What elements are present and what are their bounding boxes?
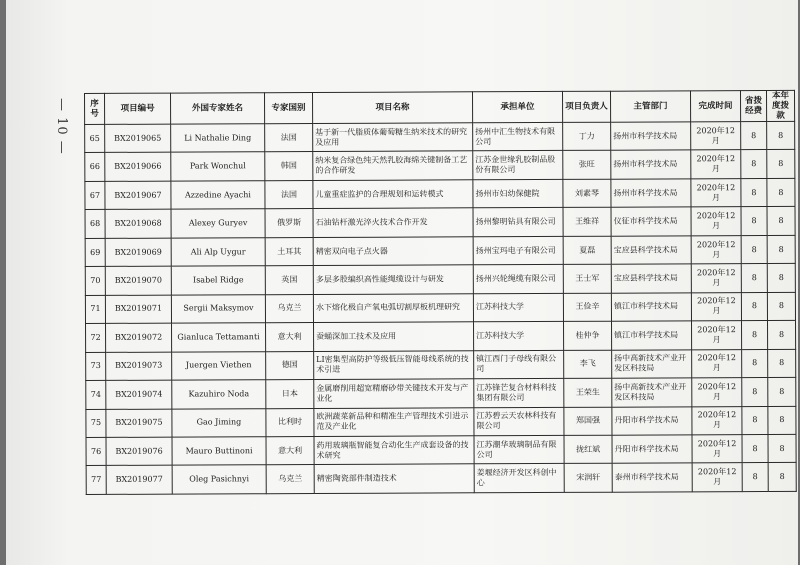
cell-department: 镇江市科学技术局 <box>611 293 691 322</box>
cell-project-code: BX2019073 <box>106 352 172 381</box>
cell-leader: 王士军 <box>563 264 611 293</box>
cell-provincial-funds: 8 <box>741 122 767 151</box>
cell-provincial-funds: 8 <box>742 435 768 464</box>
cell-index: 66 <box>85 153 105 182</box>
cell-expert-name: Isabel Ridge <box>171 266 265 295</box>
cell-project-name: 石油钻杆激光淬火技术合作开发 <box>313 208 473 237</box>
cell-department: 宝应县科学技术局 <box>611 264 691 293</box>
cell-organization: 江苏科技大学 <box>474 322 564 351</box>
cell-index: 70 <box>85 267 105 296</box>
cell-leader: 丁力 <box>563 122 611 151</box>
cell-organization: 扬州黎明钻具有限公司 <box>473 208 563 237</box>
cell-project-code: BX2019068 <box>105 209 171 238</box>
cell-organization: 镇江西门子母线有限公司 <box>474 350 564 379</box>
table-row <box>85 121 795 153</box>
cell-expert-name: Alexey Guryev <box>171 209 265 238</box>
cell-annual-grant: 8 <box>767 292 795 321</box>
cell-organization: 江苏锋芒复合材料科技集团有限公司 <box>474 378 564 407</box>
cell-country: 德国 <box>266 351 314 380</box>
cell-index: 68 <box>85 210 105 239</box>
cell-organization: 扬州中汇生物技术有限公司 <box>473 122 563 151</box>
cell-provincial-funds: 8 <box>741 207 767 236</box>
cell-project-name: 儿童重症监护的合理规划和运转模式 <box>313 180 473 209</box>
cell-provincial-funds: 8 <box>742 378 768 407</box>
header-organization: 承担单位 <box>472 91 562 122</box>
cell-index: 72 <box>86 324 106 353</box>
cell-leader: 王荣生 <box>564 378 612 407</box>
cell-leader: 拢红斌 <box>564 435 612 464</box>
cell-completion: 2020年12月 <box>692 378 742 407</box>
cell-project-name: 欧洲蔬菜新品种和精准生产管理技术引进示范及产业化 <box>314 407 474 436</box>
cell-provincial-funds: 8 <box>741 264 767 293</box>
cell-completion: 2020年12月 <box>691 235 741 264</box>
cell-annual-grant: 8 <box>767 178 795 207</box>
cell-expert-name: Juergen Viethen <box>172 351 266 380</box>
cell-annual-grant: 8 <box>768 434 796 463</box>
cell-project-name: 多层多股编织高性能绳缆设计与研发 <box>313 265 473 294</box>
cell-organization: 扬州市妇幼保健院 <box>473 179 563 208</box>
header-country: 专家国别 <box>265 93 313 124</box>
cell-expert-name: Gao Jiming <box>172 408 266 437</box>
cell-annual-grant: 8 <box>768 406 796 435</box>
table-row <box>85 150 795 182</box>
cell-leader: 李飞 <box>564 350 612 379</box>
cell-completion: 2020年12月 <box>692 321 742 350</box>
cell-organization: 扬州兴轮绳缆有限公司 <box>473 265 563 294</box>
cell-organization: 江苏科技大学 <box>473 293 563 322</box>
cell-department: 丹阳市科学技术局 <box>612 406 692 435</box>
cell-project-name: 药用玻璃瓶智能复合动化生产成套设备的技术研究 <box>314 436 474 465</box>
cell-expert-name: Sergii Maksymov <box>171 294 265 323</box>
cell-expert-name: Kazuhiro Noda <box>172 380 266 409</box>
table-row <box>86 349 796 381</box>
cell-provincial-funds: 8 <box>741 292 767 321</box>
cell-department: 扬中高新技术产业开发区科技局 <box>612 378 692 407</box>
header-project-name: 项目名称 <box>313 92 473 124</box>
cell-provincial-funds: 8 <box>742 406 768 435</box>
cell-index: 67 <box>85 181 105 210</box>
cell-expert-name: Azzedine Ayachi <box>171 181 265 210</box>
cell-country: 法国 <box>265 124 313 153</box>
cell-project-name: 水下熔化极自产氧电弧切割厚板机理研究 <box>313 294 473 323</box>
cell-country: 法国 <box>265 180 313 209</box>
cell-department: 扬州市科学技术局 <box>611 122 691 151</box>
table-row <box>85 292 795 324</box>
header-leader: 项目负责人 <box>562 91 610 122</box>
cell-department: 仪征市科学技术局 <box>611 207 691 236</box>
cell-country: 俄罗斯 <box>265 209 313 238</box>
cell-country: 韩国 <box>265 152 313 181</box>
cell-leader: 王维祥 <box>563 208 611 237</box>
cell-project-name: 金属磨削用超宽精磨砂带关键技术开发与产业化 <box>314 379 474 408</box>
cell-index: 73 <box>86 352 106 381</box>
cell-project-name: 精密双向电子点火器 <box>313 237 473 266</box>
cell-project-code: BX2019071 <box>105 295 171 324</box>
header-annual-grant: 本年度拨款 <box>766 90 794 121</box>
scanned-page <box>6 0 798 565</box>
cell-leader: 王俭辛 <box>563 293 611 322</box>
cell-project-name: 蚕蛹深加工技术及应用 <box>314 322 474 351</box>
cell-project-code: BX2019065 <box>105 124 171 153</box>
cell-index: 76 <box>86 437 106 466</box>
cell-organization: 扬州宝玛电子有限公司 <box>473 236 563 265</box>
header-completion: 完成时间 <box>690 91 740 122</box>
header-provincial-funds: 省拨经费 <box>740 91 766 122</box>
cell-annual-grant: 8 <box>768 321 796 350</box>
cell-project-code: BX2019076 <box>106 437 172 466</box>
cell-index: 69 <box>85 238 105 267</box>
cell-index: 75 <box>86 409 106 438</box>
cell-department: 扬中高新技术产业开发区科技局 <box>612 349 692 378</box>
cell-provincial-funds: 8 <box>741 235 767 264</box>
cell-annual-grant: 8 <box>767 235 795 264</box>
cell-expert-name: Oleg Pasichnyi <box>172 465 266 494</box>
cell-completion: 2020年12月 <box>692 435 742 464</box>
table-row <box>85 207 795 239</box>
cell-leader: 刘素琴 <box>563 179 611 208</box>
table-header-row <box>85 90 795 124</box>
cell-country: 比利时 <box>266 408 314 437</box>
cell-completion: 2020年12月 <box>692 349 742 378</box>
header-expert-name: 外国专家姓名 <box>171 93 265 124</box>
cell-country: 英国 <box>265 266 313 295</box>
cell-leader: 张旺 <box>563 151 611 180</box>
cell-expert-name: Park Wonchul <box>171 152 265 181</box>
cell-completion: 2020年12月 <box>692 406 742 435</box>
cell-country: 乌克兰 <box>265 294 313 323</box>
cell-provincial-funds: 8 <box>741 150 767 179</box>
cell-country: 意大利 <box>266 323 314 352</box>
cell-completion: 2020年12月 <box>691 264 741 293</box>
cell-project-name: 精密陶瓷部件制造技术 <box>314 464 474 493</box>
cell-annual-grant: 8 <box>767 150 795 179</box>
header-index: 序号 <box>85 93 105 124</box>
table-row <box>86 377 796 409</box>
cell-completion: 2020年12月 <box>691 207 741 236</box>
cell-department: 镇江市科学技术局 <box>612 321 692 350</box>
project-table <box>84 90 797 495</box>
cell-department: 丹阳市科学技术局 <box>612 435 692 464</box>
cell-country: 意大利 <box>266 436 314 465</box>
cell-country: 日本 <box>266 380 314 409</box>
cell-index: 77 <box>86 466 106 495</box>
cell-country: 土耳其 <box>265 237 313 266</box>
cell-provincial-funds: 8 <box>742 349 768 378</box>
cell-project-code: BX2019066 <box>105 153 171 182</box>
cell-project-name: 纳米复合绿色纯天然乳胶海绵关键制备工艺的合作研发 <box>313 151 473 180</box>
cell-project-code: BX2019069 <box>105 238 171 267</box>
cell-leader: 郑国强 <box>564 407 612 436</box>
cell-project-name: LI密集型高防护等级低压智能母线系统的技术引进 <box>314 350 474 379</box>
table-row <box>86 434 796 466</box>
cell-department: 扬州市科学技术局 <box>611 150 691 179</box>
cell-annual-grant: 8 <box>767 121 795 150</box>
cell-annual-grant: 8 <box>767 264 795 293</box>
cell-provincial-funds: 8 <box>742 321 768 350</box>
cell-completion: 2020年12月 <box>691 122 741 151</box>
cell-annual-grant: 8 <box>768 349 796 378</box>
cell-annual-grant: 8 <box>768 463 796 492</box>
table-row <box>85 264 795 296</box>
cell-completion: 2020年12月 <box>691 292 741 321</box>
cell-leader: 宋润轩 <box>564 464 612 493</box>
cell-department: 泰州市科学技术局 <box>612 463 692 492</box>
cell-index: 71 <box>85 295 105 324</box>
cell-organization: 江苏碧云天农林科技有限公司 <box>474 407 564 436</box>
cell-index: 65 <box>85 124 105 153</box>
cell-project-name: 基于新一代脂质体葡萄糖生纳米技术的研究及应用 <box>313 123 473 152</box>
cell-organization: 姜堰经济开发区科创中心 <box>474 464 564 493</box>
header-project-code: 项目编号 <box>105 93 171 124</box>
cell-department: 扬州市科学技术局 <box>611 179 691 208</box>
cell-department: 宝应县科学技术局 <box>611 236 691 265</box>
cell-project-code: BX2019074 <box>106 380 172 409</box>
cell-leader: 桂仲争 <box>564 321 612 350</box>
cell-provincial-funds: 8 <box>742 463 768 492</box>
cell-annual-grant: 8 <box>768 377 796 406</box>
cell-leader: 夏磊 <box>563 236 611 265</box>
cell-index: 74 <box>86 380 106 409</box>
cell-expert-name: Mauro Buttinoni <box>172 437 266 466</box>
table-row <box>86 406 796 438</box>
cell-project-code: BX2019072 <box>106 323 172 352</box>
cell-expert-name: Ali Alp Uygur <box>171 238 265 267</box>
page-number: — 10 — <box>54 98 69 155</box>
cell-organization: 江苏潮华玻璃制品有限公司 <box>474 435 564 464</box>
table-row <box>86 321 796 353</box>
cell-completion: 2020年12月 <box>692 463 742 492</box>
cell-expert-name: Li Nathalie Ding <box>171 124 265 153</box>
cell-expert-name: Gianluca Tettamanti <box>172 323 266 352</box>
cell-organization: 江苏金世缘乳胶制品股份有限公司 <box>473 151 563 180</box>
table-row <box>85 235 795 267</box>
cell-provincial-funds: 8 <box>741 178 767 207</box>
cell-project-code: BX2019077 <box>106 466 172 495</box>
cell-project-code: BX2019075 <box>106 409 172 438</box>
cell-country: 乌克兰 <box>266 465 314 494</box>
header-department: 主管部门 <box>610 91 690 122</box>
cell-project-code: BX2019070 <box>105 266 171 295</box>
cell-completion: 2020年12月 <box>691 179 741 208</box>
cell-annual-grant: 8 <box>767 207 795 236</box>
cell-project-code: BX2019067 <box>105 181 171 210</box>
table-row <box>86 463 796 495</box>
table-row <box>85 178 795 210</box>
cell-completion: 2020年12月 <box>691 150 741 179</box>
